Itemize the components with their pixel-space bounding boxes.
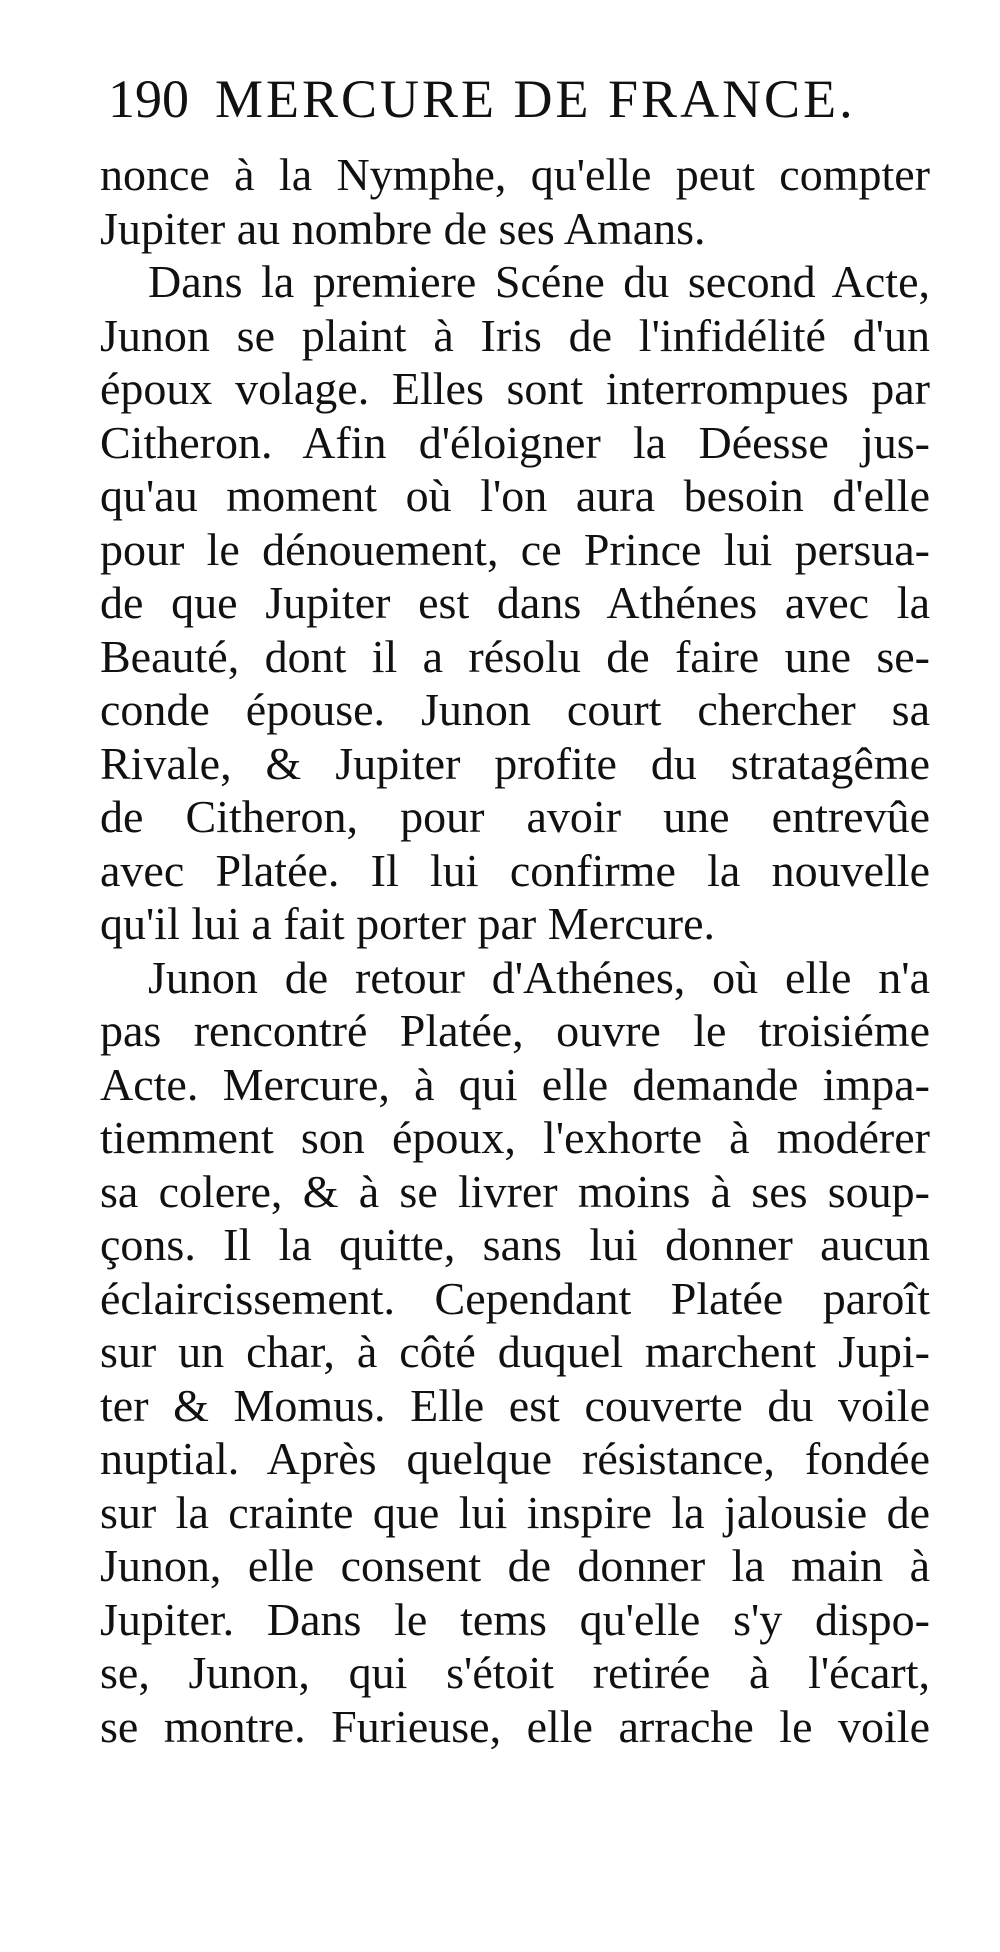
text-line: sur la crainte que lui inspire la jalousie de xyxy=(100,1486,930,1538)
text-line: qu'au moment où l'on aura besoin d'elle xyxy=(100,470,930,521)
text-line: Acte. Mercure, à qui elle demande impa- xyxy=(100,1058,930,1110)
text-line: avec Platée. Il lui confirme la nouvelle xyxy=(100,844,930,896)
text-line: Junon, elle consent de donner la main à xyxy=(100,1540,930,1591)
text-line: ter & Momus. Elle est couverte du voile xyxy=(100,1379,930,1431)
text-line: qu'il lui a fait porter par Mercure. xyxy=(100,898,715,949)
text-line: nuptial. Après quelque résistance, fondée xyxy=(100,1433,930,1484)
text-line: Beauté, dont il a résolu de faire une se- xyxy=(100,630,930,682)
text-line: çons. Il la quitte, sans lui donner aucun xyxy=(100,1219,930,1270)
text-line: se montre. Furieuse, elle arrache le voile xyxy=(100,1700,930,1752)
text-line: Junon se plaint à Iris de l'infidélité d'un xyxy=(100,309,930,361)
body-text xyxy=(100,148,930,1753)
text-line: époux volage. Elles sont interrompues par xyxy=(100,363,930,414)
text-line: Dans la premiere Scéne du second Acte, xyxy=(148,256,930,307)
text-line: Jupiter. Dans le tems qu'elle s'y dispo- xyxy=(100,1593,930,1645)
text-line: Jupiter au nombre de ses Amans. xyxy=(100,202,706,254)
text-line: pas rencontré Platée, ouvre le troisiéme xyxy=(100,1005,930,1056)
text-line: se, Junon, qui s'étoit retirée à l'écart, xyxy=(100,1647,930,1698)
text-line: éclaircissement. Cependant Platée paroît xyxy=(100,1272,930,1324)
text-line: nonce à la Nymphe, qu'elle peut compter xyxy=(100,149,930,200)
text-line: Citheron. Afin d'éloigner la Déesse jus- xyxy=(100,416,930,468)
text-line: sa colere, & à se livrer moins à ses soup- xyxy=(100,1165,930,1217)
page-number: 190 xyxy=(108,69,189,129)
text-line: Rivale, & Jupiter profite du stratagême xyxy=(100,737,930,789)
text-line: sur un char, à côté duquel marchent Jupi- xyxy=(100,1326,930,1377)
text-line: pour le dénouement, ce Prince lui persua- xyxy=(100,523,930,575)
text-line: conde épouse. Junon court chercher sa xyxy=(100,684,930,735)
running-title: MERCURE DE FRANCE. xyxy=(215,69,856,129)
text-line: de que Jupiter est dans Athénes avec la xyxy=(100,577,930,628)
page-header xyxy=(108,64,888,134)
text-line: tiemment son époux, l'exhorte à modérer xyxy=(100,1112,930,1163)
text-line: Junon de retour d'Athénes, où elle n'a xyxy=(148,951,930,1003)
text-line: de Citheron, pour avoir une entrevûe xyxy=(100,791,930,842)
